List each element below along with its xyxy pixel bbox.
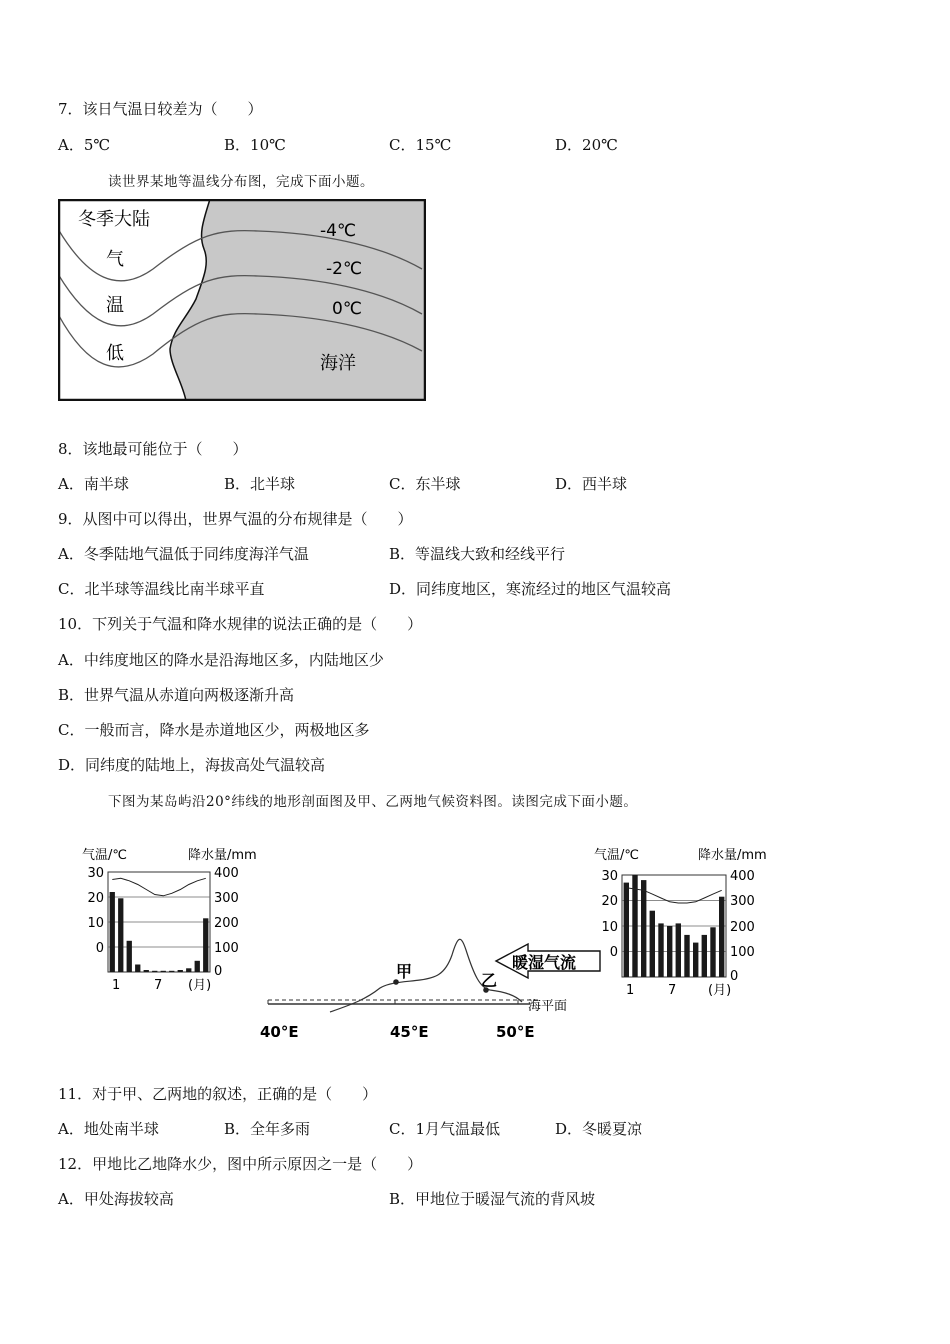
right-precip-bar-9 [693,943,698,977]
q9-option-a: A．冬季陆地气温低于同纬度海洋气温 [58,545,309,563]
left-month-unit: (月) [188,978,212,993]
right-temp-tick-0: 0 [609,945,618,960]
right-precip-bar-12 [719,897,724,977]
q11-stem: 11．对于甲、乙两地的叙述，正确的是（ ） [58,1085,378,1103]
right-precip-tick-200: 200 [730,920,755,935]
left-precip-bar-12 [203,918,208,972]
left-precip-tick-300: 300 [214,891,239,906]
q11-option-b: B．全年多雨 [224,1120,311,1138]
isotherm-label-0: 0℃ [332,299,362,319]
right-precip-bar-6 [667,926,672,977]
q12-option-b: B．甲地位于暖湿气流的背风坡 [389,1190,596,1208]
q8-option-b: B．北半球 [224,475,296,493]
right-precip-bar-4 [650,911,655,977]
right-precip-tick-300: 300 [730,894,755,909]
left-temp-tick-0: 0 [95,941,104,956]
right-precip-bar-5 [658,923,663,977]
q10-option-a: A．中纬度地区的降水是沿海地区多，内陆地区少 [58,651,384,669]
land-sub-3: 低 [106,343,124,364]
right-temp-tick-20: 20 [601,894,618,909]
right-climate-chart [594,847,767,998]
q9-option-c: C．北半球等温线比南半球平直 [58,580,265,598]
right-precip-bar-8 [684,935,689,977]
lon-label-40: 40°E [260,1023,299,1041]
q10-stem: 10．下列关于气温和降水规律的说法正确的是（ ） [58,615,423,633]
right-precip-bar-1 [624,883,629,977]
q9-option-d: D．同纬度地区，寒流经过的地区气温较高 [389,580,672,598]
land-label: 冬季大陆 [78,209,150,230]
left-precip-bar-7 [161,971,166,972]
right-month-tick-1: 1 [626,983,635,998]
left-temp-curve [112,878,206,896]
q11-option-d: D．冬暖夏凉 [555,1120,643,1138]
ocean-area [170,199,426,401]
q7-option-d: D．20℃ [555,136,618,154]
q9-option-b: B．等温线大致和经线平行 [389,545,566,563]
q8-option-d: D．西半球 [555,475,628,493]
right-temp-tick-10: 10 [601,920,618,935]
left-precip-bar-4 [135,965,140,973]
land-sub-2: 温 [106,295,124,316]
left-precip-tick-200: 200 [214,916,239,931]
q8-stem: 8．该地最可能位于（ ） [58,440,248,458]
left-precip-bar-2 [118,898,123,972]
q7-option-c: C．15℃ [389,136,452,154]
right-precip-bar-10 [702,935,707,977]
right-precip-tick-100: 100 [730,945,755,960]
left-precip-bar-1 [110,892,115,972]
terrain-profile [260,939,600,1041]
left-precip-bar-8 [169,971,174,972]
isotherm-map [58,199,426,401]
sea-level-label: 海平面 [528,999,568,1014]
left-precip-axis-label: 降水量/mm [188,848,257,863]
left-temp-tick-10: 10 [87,916,104,931]
land-sub-1: 气 [106,249,124,270]
right-precip-bar-3 [641,880,646,977]
q9-stem: 9．从图中可以得出，世界气温的分布规律是（ ） [58,510,413,528]
q12-stem: 12．甲地比乙地降水少，图中所示原因之一是（ ） [58,1155,423,1173]
q7-option-a: A．5℃ [58,136,111,154]
q11-option-a: A．地处南半球 [58,1120,159,1138]
point-a-label: 甲 [396,962,413,981]
left-precip-bar-9 [178,970,183,972]
intro-isotherm: 读世界某地等温线分布图，完成下面小题。 [108,174,374,190]
left-precip-bar-10 [186,968,191,972]
airflow-label: 暖湿气流 [512,953,577,972]
right-precip-axis-label: 降水量/mm [698,848,767,863]
q8-option-c: C．东半球 [389,475,461,493]
left-precip-tick-400: 400 [214,866,239,881]
isotherm-label-minus4: -4℃ [320,221,357,241]
q10-option-c: C．一般而言，降水是赤道地区少，两极地区多 [58,721,370,739]
left-month-tick-1: 1 [112,978,121,993]
q7-stem: 7．该日气温日较差为（ ） [58,100,263,118]
right-precip-tick-400: 400 [730,869,755,884]
left-precip-bar-6 [152,971,157,972]
isotherm-label-minus2: -2℃ [326,259,363,279]
left-temp-tick-30: 30 [87,866,104,881]
right-temp-tick-30: 30 [601,869,618,884]
right-precip-bar-7 [676,923,681,977]
right-precip-tick-0: 0 [730,969,739,984]
lon-label-50: 50°E [496,1023,535,1041]
left-precip-bar-5 [144,970,149,972]
point-b-label: 乙 [481,971,498,990]
left-month-tick-7: 7 [154,978,163,993]
q10-option-b: B．世界气温从赤道向两极逐渐升高 [58,686,295,704]
climate-profile-figure [60,840,790,1045]
right-precip-bar-11 [710,927,715,977]
right-month-tick-7: 7 [668,983,677,998]
right-temp-axis-label: 气温/℃ [594,848,639,863]
left-precip-bar-11 [195,961,200,972]
q7-option-b: B．10℃ [224,136,286,154]
ocean-label: 海洋 [320,353,356,374]
left-climate-chart [82,847,257,993]
left-temp-axis-label: 气温/℃ [82,848,127,863]
q12-option-a: A．甲处海拔较高 [58,1190,174,1208]
lon-label-45: 45°E [390,1023,429,1041]
intro-profile: 下图为某岛屿沿20°纬线的地形剖面图及甲、乙两地气候资料图。读图完成下面小题。 [108,794,638,810]
left-precip-tick-0: 0 [214,964,223,979]
q11-option-c: C．1月气温最低 [389,1120,501,1138]
q8-option-a: A．南半球 [58,475,129,493]
left-precip-bar-3 [127,941,132,972]
left-precip-tick-100: 100 [214,941,239,956]
left-temp-tick-20: 20 [87,891,104,906]
q10-option-d: D．同纬度的陆地上，海拔高处气温较高 [58,756,326,774]
right-month-unit: (月) [708,983,732,998]
right-precip-bar-2 [632,875,637,977]
